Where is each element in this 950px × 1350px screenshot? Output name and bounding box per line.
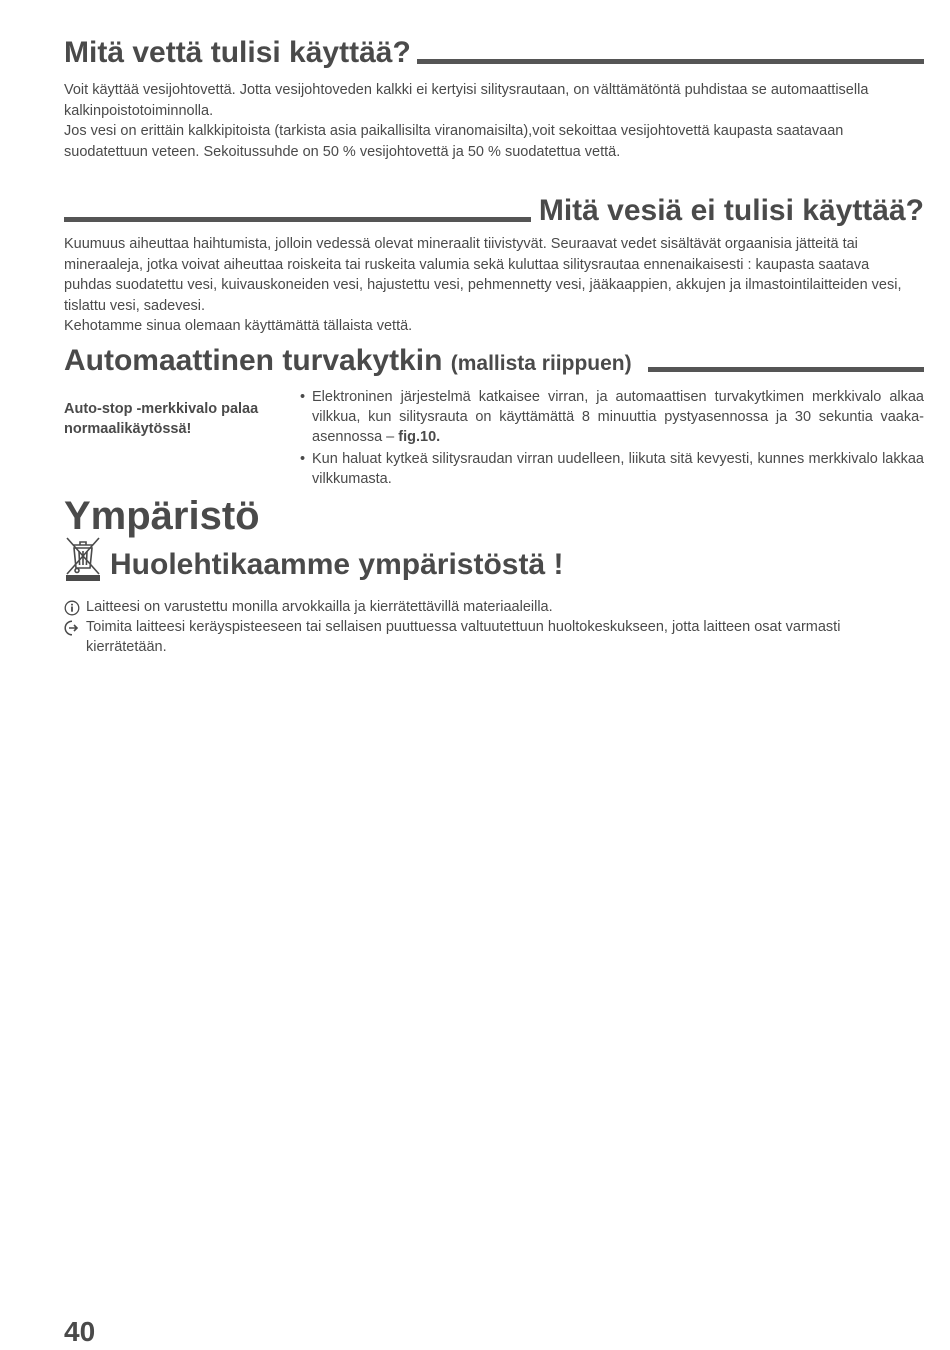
info-circle-icon: [64, 597, 86, 617]
list-item: [64, 597, 924, 617]
document-page: [64, 0, 924, 1350]
page-number: 40: [64, 1316, 96, 1347]
autostop-indicator-label: Auto-stop -merkkivalo palaa normaalikäytössä!: [64, 401, 259, 437]
section-water-ok-heading-row: [64, 38, 924, 68]
section-autostop-subtitle: (mallista riippuen): [450, 352, 632, 375]
crossed-out-wheelie-bin-icon: [64, 536, 102, 582]
bullet-text: Kun haluat kytkeä silitysraudan virran uudelleen, liikuta sitä kevyesti, kunnes merkkivalo lakkaa vilkkumasta.: [312, 451, 924, 487]
section-autostop-title-wrap: [64, 346, 632, 376]
paragraph-line: suodatettuun veteen. Sekoitussuhde on 50 % vesijohtovettä ja 50 % suodatettua vettä.: [64, 143, 621, 160]
arrow-circle-icon: [64, 617, 86, 657]
paragraph-line: Kehotamme sinua olemaan käyttämättä tällaista vettä.: [64, 318, 413, 334]
section-water-ok-body: [64, 80, 914, 162]
bullet-dot: •: [300, 389, 306, 405]
bullet-dot: •: [300, 451, 306, 467]
section-water-ok-title: Mitä vettä tulisi käyttää?: [64, 36, 411, 69]
section-autostop-title: Automaattinen turvakytkin: [64, 344, 443, 377]
paragraph-line: Kuumuus aiheuttaa haihtumista, jolloin vedessä olevat mineraalit tiivistyvät. Seuraavat vedet sisältävät orgaanisia jätteitä tai mineraaleja, jotka voivat aiheuttaa roiskeita tai ruskeita valumia sekä kuluttaa silitysrautaa ennenaikaisesti : kaupasta saatava puhdas suodatettu vesi, kuivauskoneiden vesi, hajustettu vesi, pehmennetty vesi, jääkaappien, akkujen ja ilmastointilaitteiden vesi, tislattu vesi, sadevesi.: [64, 236, 902, 314]
heading-rule: [417, 59, 924, 64]
list-item: [300, 449, 924, 489]
section-water-not-ok-body: [64, 234, 919, 337]
section-environment-title: Ympäristö: [64, 494, 260, 538]
paragraph-line: Voit käyttää vesijohtovettä. Jotta vesijohtoveden kalkki ei kertyisi silitysrautaan, on välttämätöntä puhdistaa se automaattisella kalkinpoistotoiminnolla.: [64, 82, 869, 119]
section-water-not-ok-heading-row: [64, 196, 924, 226]
bullet-text-wrap: [312, 387, 924, 447]
figure-reference: fig.10.: [398, 429, 441, 445]
paragraph-line: Jos vesi on erittäin kalkkipitoista (tarkista asia paikallisilta viranomaisilta),voit sekoittaa vesijohtovettä kaupasta saatavaan: [64, 123, 844, 139]
heading-rule: [648, 367, 924, 372]
heading-rule: [64, 217, 531, 222]
list-item-text: Laitteesi on varustettu monilla arvokkailla ja kierrätettävillä materiaaleilla.: [86, 599, 553, 615]
list-item-text: Toimita laitteesi keräyspisteeseen tai sellaisen puuttuessa valtuutettuun huoltokeskukseen, jotta laitteen osat varmasti kierrätetään.: [86, 619, 841, 655]
bullet-text: Elektroninen järjestelmä katkaisee virran, ja automaattisen turvakytkimen merkkivalo alkaa vilkkua, kun silitysrauta on käyttämättä 8 minuuttia pystyasennossa ja 30 sekuntia vaaka-asennossa –: [312, 389, 924, 445]
environment-list: [64, 597, 924, 657]
section-water-not-ok-title: Mitä vesiä ei tulisi käyttää?: [538, 194, 924, 227]
autostop-bullet-list: [300, 387, 924, 489]
section-autostop-heading-row: [64, 346, 924, 376]
section-environment-subtitle: Huolehtikaamme ympäristöstä !: [110, 548, 564, 581]
list-item: [300, 387, 924, 447]
section-environment-subheading-row: [64, 536, 563, 582]
list-item: [64, 617, 924, 657]
